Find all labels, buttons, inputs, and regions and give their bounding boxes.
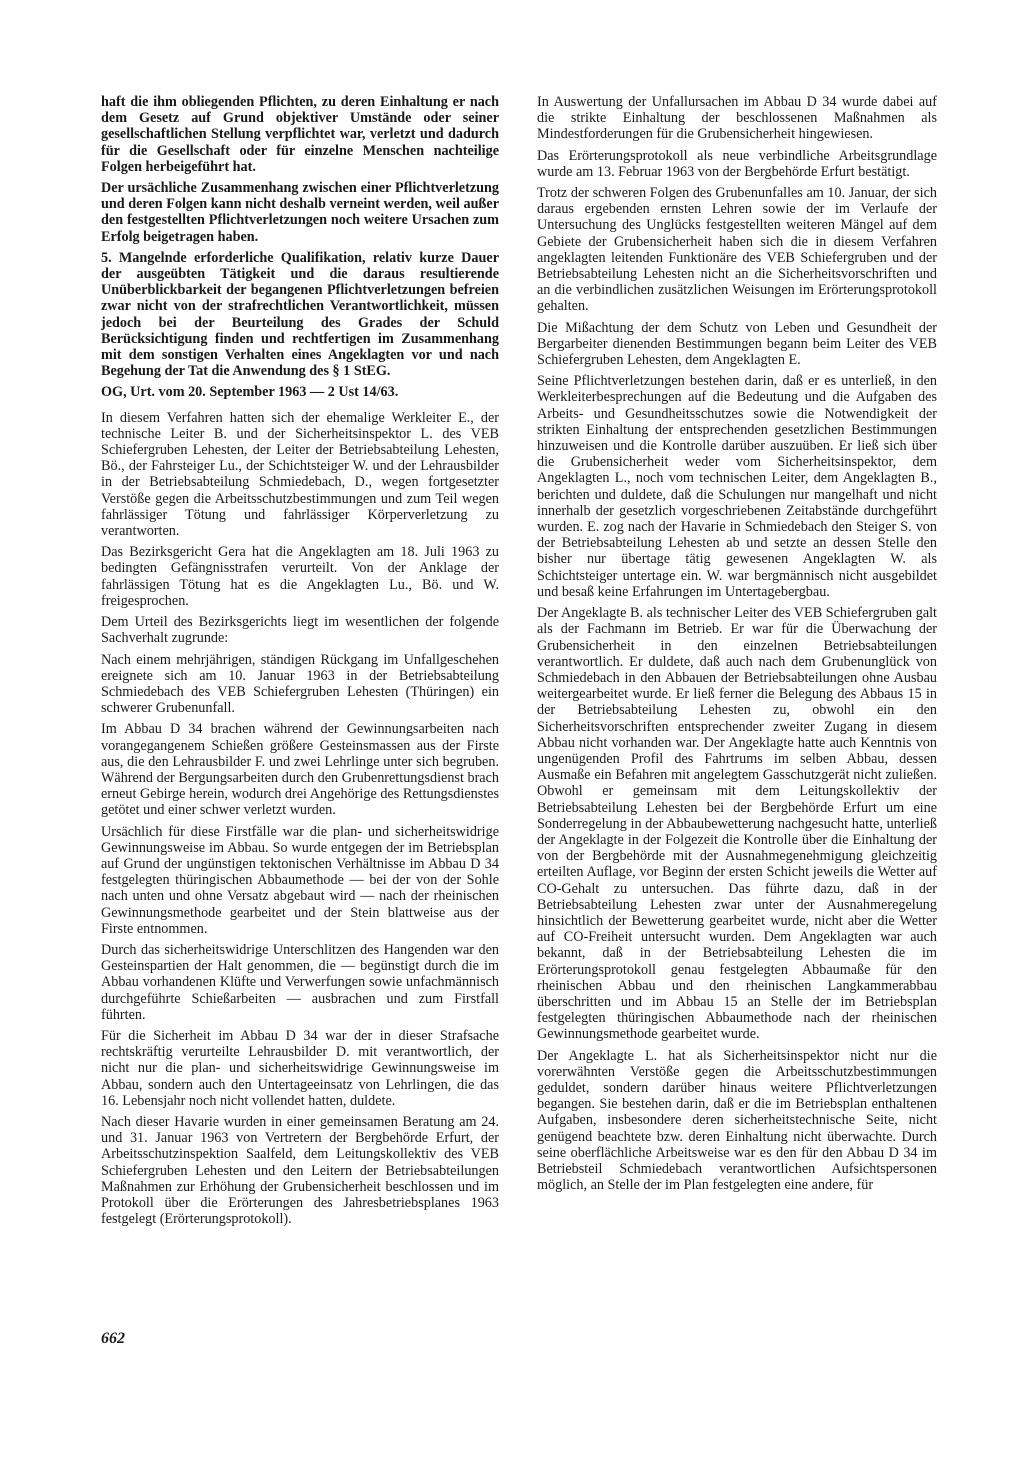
right-column	[537, 94, 937, 1198]
headnote-paragraph: Der ursächliche Zusammenhang zwischen einer Pflichtverletzung und deren Folgen kann nicht deshalb verneint werden, weil außer den festgestellten Pflichtverletzungen noch weitere Ursachen zum Erfolg beigetragen haben.	[101, 180, 499, 245]
body-paragraph: Dem Urteil des Bezirksgerichts liegt im wesentlichen der folgende Sachverhalt zugrunde:	[101, 614, 499, 647]
body-paragraph: Der Angeklagte B. als technischer Leiter des VEB Schiefergruben galt als der Fachmann im Betrieb. Er war für die Überwachung der Grubensicherheit in den einzelnen Betriebsabteilungen verantwortlich. Er duldete, daß auch nach dem Grubenunglück von Schmiedebach in den Abbauen der Betriebsabteilungen ohne Ausbau weitergearbeitet wurde. Er ließ ferner die Belegung des Abbaus 15 in der Betriebsabteilung Lehesten zu, obwohl ein den Sicherheitsvorschriften entsprechender zweiter Zugang in diesem Abbau nicht vorhanden war. Der Angeklagte hatte auch Kenntnis von ungenügenden Profil des Fahrtrums im selben Abbau, dessen Ausmaße ein Befahren mit angelegtem Gasschutzgerät nicht zuließen. Obwohl er gemeinsam mit dem Leitungskollektiv der Betriebsabteilung Lehesten bei der Bergbehörde Erfurt um eine Sonderregelung in der Abbaubewetterung nachgesucht hatte, unterließ der Angeklagte in der Folgezeit die Kontrolle über die Einhaltung der von der Bergbehörde mit der Ausnahmegenehmigung gleichzeitig erteilten Auflage, vor Beginn der ersten Schicht jeweils die Wetter auf CO-Gehalt zu untersuchen. Das führte dazu, daß in der Betriebsabteilung Lehesten zwar unter der Ausnahmeregelung hinsichtlich der Bewetterung gearbeitet wurde, nicht aber die Wetter auf CO-Freiheit untersucht wurden. Dem Angeklagten war auch bekannt, daß in der Betriebsabteilung Lehesten die im Erörterungsprotokoll genau festgelegten Abbaumaße für den rheinischen Abbau und den rheinischen Langkammerabbau überschritten und im Abbau 15 an Stelle der im Betriebsplan festgelegten thüringischen Abbaumethode nach der rheinischen Gewinnungsmethode gearbeitet wurde.	[537, 605, 937, 1043]
body-paragraph: Trotz der schweren Folgen des Grubenunfalles am 10. Januar, der sich daraus ergebenden ernsten Lehren sowie der im Verlaufe der Untersuchung des Unglücks festgestellten weiteren Mängel auf dem Gebiete der Grubensicherheit haben sich die in diesem Verfahren angeklagten leitenden Funktionäre des VEB Schiefergruben und der Betriebsabteilung Lehesten nicht an die Sicherheitsvorschriften und an die verbindlichen zusätzlichen Weisungen im Erörterungsprotokoll gehalten.	[537, 185, 937, 315]
body-paragraph: Nach einem mehrjährigen, ständigen Rückgang im Unfallgeschehen ereignete sich am 10. Januar 1963 in der Betriebsabteilung Schmiedebach des VEB Schiefergruben Lehesten (Thüringen) ein schwerer Grubenunfall.	[101, 651, 499, 717]
case-citation: OG, Urt. vom 20. September 1963 — 2 Ust 14/63.	[101, 384, 399, 401]
body-paragraph: Nach dieser Havarie wurden in einer gemeinsamen Beratung am 24. und 31. Januar 1963 von Vertretern der Bergbehörde Erfurt, der Arbeitsschutzinspektion Saalfeld, dem Leitungskollektiv des VEB Schiefergruben Lehesten und den Leitern der Betriebsabteilungen Maßnahmen zur Erhöhung der Grubensicherheit beschlossen und im Protokoll über die Erörterungen des Jahresbetriebsplanes 1963 festgelegt (Erörterungsprotokoll).	[101, 1113, 499, 1228]
body-paragraph: Seine Pflichtverletzungen bestehen darin, daß er es unterließ, in den Werkleiterbesprechungen auf die Bedeutung und die Aufgaben des Arbeits- und Gesundheitsschutzes sowie die Notwendigkeit der strikten Einhaltung der entsprechenden gesetzlichen Bestimmungen hinzuweisen und die Kontrolle darüber auszuüben. Er ließ sich über die Grubensicherheit weder vom Sicherheitsinspektor, dem Angeklagten L., noch vom technischen Leiter, dem Angeklagten B., berichten und duldete, daß die Schulungen nur mangelhaft und nicht innerhalb der gesetzlich vorgeschriebenen Zeitabstände durchgeführt wurden. E. zog nach der Havarie in Schmiedebach den Steiger S. von der Betriebsabteilung Lehesten ab und setzte an dessen Stelle den bisher nur übertage tätig gewesenen Angeklagten W. als Schichtsteiger untertage ein. W. war bergmännisch nicht ausgebildet und besaß keine Erfahrungen im Untertagebergbau.	[537, 373, 937, 600]
body-paragraph: Durch das sicherheitswidrige Unterschlitzen des Hangenden war den Gesteinspartien der Halt genommen, die — begünstigt durch die im Abbau vorhandenen Klüfte und Verwerfungen sowie unfachmännisch durchgeführte Schießarbeiten — ausbrachen und zum Firstfall führten.	[101, 941, 499, 1023]
body-paragraph: In Auswertung der Unfallursachen im Abbau D 34 wurde dabei auf die strikte Einhaltung der beschlossenen Maßnahmen als Mindestforderungen für die Grubensicherheit hingewiesen.	[537, 94, 937, 143]
body-paragraph: In diesem Verfahren hatten sich der ehemalige Werkleiter E., der technische Leiter B. und der Sicherheitsinspektor L. des VEB Schiefergruben Lehesten, der Leiter der Betriebsabteilung Lehesten, Bö., der Fahrsteiger Lu., der Schichtsteiger W. und der Lehrausbilder in der Betriebsabteilung Schmiedebach, D., wegen fortgesetzter Verstöße gegen die Arbeitsschutzbestimmungen und zum Teil wegen fahrlässiger Tötung und fahrlässiger Körperverletzung zu verantworten.	[101, 409, 499, 540]
body-paragraph: Das Bezirksgericht Gera hat die Angeklagten am 18. Juli 1963 zu bedingten Gefängnisstrafen verurteilt. Von der Anklage der fahrlässigen Tötung hat es die Angeklagten Lu., Bö. und W. freigesprochen.	[101, 544, 499, 609]
body-paragraph: Der Angeklagte L. hat als Sicherheitsinspektor nicht nur die vorerwähnten Verstöße gegen die Arbeitsschutzbestimmungen geduldet, sondern darüber hinaus weitere Pflichtverletzungen begangen. Sie bestehen darin, daß er die im Betriebsplan enthaltenen Aufgaben, insbesondere deren sicherheitstechnische Seite, nicht genügend beachtete bzw. deren Einhaltung nicht überwachte. Durch seine oberflächliche Arbeitsweise war es den für den Abbau D 34 im Betriebsteil Schmiedebach verantwortlichen Aufsichtspersonen möglich, an Stelle der im Plan festgelegten eine andere, für	[537, 1047, 937, 1194]
body-paragraph: Das Erörterungsprotokoll als neue verbindliche Arbeitsgrundlage wurde am 13. Februar 1963 von der Bergbehörde Erfurt bestätigt.	[537, 147, 937, 180]
headnote-paragraph: 5. Mangelnde erforderliche Qualifikation, relativ kurze Dauer der ausgeübten Tätigkeit und die daraus resultierende Unüberblickbarkeit der begangenen Pflichtverletzungen befreien zwar nicht von der strafrechtlichen Verantwortlichkeit, müssen jedoch bei der Beurteilung des Grades der Schuld Berücksichtigung finden und rechtfertigen im Zusammenhang mit dem sonstigen Verhalten eines Angeklagten vor und nach Begehung der Tat die Anwendung des § 1 StEG.	[101, 249, 499, 380]
body-paragraph: Für die Sicherheit im Abbau D 34 war der in dieser Strafsache rechtskräftig verurteilte Lehrausbilder D. mit verantwortlich, der nicht nur die plan- und sicherheitswidrige Gewinnungsweise im Abbau, sondern auch den Untertageeinsatz von Lehrlingen, die das 16. Lebensjahr noch nicht vollendet hatten, duldete.	[101, 1027, 499, 1109]
page-number: 662	[101, 1330, 125, 1347]
headnote-paragraph: haft die ihm obliegenden Pflichten, zu deren Einhaltung er nach dem Gesetz auf Grund objektiver Umstände oder seiner gesellschaftlichen Stellung verpflichtet war, verletzt und dadurch für die Gesellschaft oder für einzelne Menschen nachteilige Folgen herbeigeführt hat.	[101, 94, 499, 175]
left-column	[101, 94, 499, 1232]
body-paragraph: Ursächlich für diese Firstfälle war die plan- und sicherheitswidrige Gewinnungsweise im Abbau. So wurde entgegen der im Betriebsplan auf Grund der ungünstigen tektonischen Verhältnisse im Abbau D 34 festgelegten thüringischen Abbaumethode — bei der von der Sohle nach unten und ohne Versatz abgebaut wird — nach der rheinischen Gewinnungsmethode gearbeitet und der Stein blattweise aus der Firste entnommen.	[101, 823, 499, 937]
body-paragraph: Im Abbau D 34 brachen während der Gewinnungsarbeiten nach vorangegangenem Schießen größere Gesteinsmassen aus der Firste aus, die den Lehrausbilder F. und zwei Lehrlinge unter sich begruben. Während der Bergungsarbeiten durch den Grubenrettungsdienst brach erneut Gebirge herein, wodurch drei Angehörige des Rettungsdienstes getötet und einer schwer verletzt wurden.	[101, 721, 499, 819]
body-paragraph: Die Mißachtung der dem Schutz von Leben und Gesundheit der Bergarbeiter dienenden Bestimmungen begann beim Leiter des VEB Schiefergruben Lehesten, dem Angeklagten E.	[537, 319, 937, 369]
